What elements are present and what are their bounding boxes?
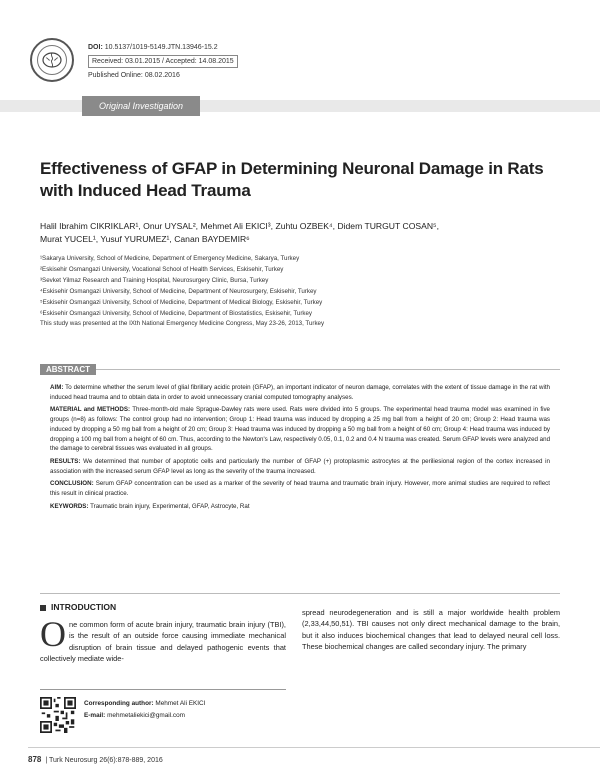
corresponding-email [84, 710, 205, 722]
author-name: Mehmet Ali EKICI [155, 700, 206, 707]
aim-text: To determine whether the serum level of glial fibrillary acidic protein (GFAP), an important indicator of neuron damage, correlates with the extent of tissue damage in the rat with induced head trauma and to obtain data in order to avoid unnecessary cranial computed tomography analyses. [50, 384, 550, 401]
affiliation: ³Sevket Yilmaz Research and Training Hospital, Neurosurgery Clinic, Bursa, Turkey [40, 277, 269, 284]
article-type-label: Original Investigation [82, 96, 200, 116]
body-column-right [302, 607, 560, 652]
author-label: Corresponding author: [84, 700, 154, 707]
affiliation: ⁶Eskisehir Osmangazi University, School of Medicine, Department of Biostatistics, Eskisehir, Turkey [40, 310, 313, 317]
abstract-body [40, 383, 560, 511]
abstract-box [40, 364, 560, 514]
published-online: Published Online: 08.02.2016 [88, 72, 180, 79]
results-label: RESULTS: [50, 457, 81, 465]
conclusion-label: CONCLUSION: [50, 480, 94, 488]
abstract-conclusion [50, 479, 550, 498]
article-title: Effectiveness of GFAP in Determining Neuronal Damage in Rats with Induced Head Trauma [40, 159, 544, 200]
footer-rule [28, 747, 600, 748]
correspondence [84, 698, 205, 722]
keywords-text: Traumatic brain injury, Experimental, GFAP, Astrocyte, Rat [90, 502, 250, 510]
journal-logo [30, 38, 74, 82]
affiliation: ⁴Eskisehir Osmangazi University, School of Medicine, Department of Neurosurgery, Eskisehir, Turkey [40, 288, 317, 295]
email-link[interactable]: mehmetaliekici@gmail.com [107, 712, 185, 719]
section-heading [40, 602, 116, 612]
article-type-banner [0, 96, 600, 116]
journal-citation: Turk Neurosurg 26(6):878-889, 2016 [49, 757, 163, 764]
article-meta [88, 42, 238, 81]
author-line: Murat YUCEL¹, Yusuf YURUMEZ¹, Canan BAYDEMIR⁶ [40, 234, 250, 244]
abstract-heading: ABSTRACT [40, 364, 96, 375]
page-footer: 878 | Turk Neurosurg 26(6):878-889, 2016 [28, 755, 163, 764]
affiliation: ⁵Eskisehir Osmangazi University, School of Medicine, Department of Medical Biology, Eskisehir, Turkey [40, 299, 323, 306]
abstract-results [50, 457, 550, 476]
page-number: 878 [28, 755, 42, 764]
abstract-aim [50, 383, 550, 402]
drop-cap: O [40, 614, 66, 654]
conclusion-text: Serum GFAP concentration can be used as a marker of the severity of head trauma and traumatic brain injury. However, more animal studies are required to reflect this result in clinical practice. [50, 480, 550, 498]
section-title: INTRODUCTION [51, 602, 117, 612]
affiliation-list [40, 253, 560, 319]
doi-line [88, 42, 238, 53]
author-list [40, 220, 560, 246]
abstract-rule [96, 369, 560, 370]
journal-logo-emblem [37, 45, 67, 75]
aim-label: AIM: [50, 384, 64, 391]
square-bullet-icon [40, 605, 46, 611]
dates-box: Received: 03.01.2015 / Accepted: 14.08.2015 [88, 55, 238, 68]
correspondence-rule [40, 689, 286, 690]
affiliation: ¹Sakarya University, School of Medicine, Department of Emergency Medicine, Sakarya, Turkey [40, 255, 300, 262]
abstract-methods [50, 405, 550, 454]
doi-label: DOI: [88, 44, 103, 51]
body-column-left [40, 614, 286, 664]
results-text: We determined that number of apoptotic cells and particularly the number of GFAP (+) protoplasmic astrocytes at the periliesional region of the cortex increased in association with the increased serum GFAP level as long as the severity of the trauma increased. [50, 457, 550, 475]
methods-text: Three-month-old male Sprague-Dawley rats were used. Rats were divided into 5 groups. The experimental head trauma model was examined in five groups (n=8) as follows: The control group had no intervention; Group 1: Head trauma was induced by dropping a 25 mg ball from a height of 20 cm; Group 2: Head trauma was induced by dropping a 50 mg ball from a height of 20 cm; Group 3: Head trauma was induced by dropping a 50 mg ball from a height of 60 cm; Group 4: Head trauma was induced by dropping a 100 mg ball from a height of 60 cm. Thus, according to the Newton's Law, respectively 0.05, 0.1, 0.2 and 0.4 N trauma was created. Serum GFAP levels were analyzed and the damage to cerebral tissues was evaluated in all groups. [50, 406, 551, 453]
author-line: Halil Ibrahim CIKRIKLAR¹, Onur UYSAL², Mehmet Ali EKICI³, Zuhtu OZBEK⁴, Didem TURGUT COSAN⁵, [40, 221, 440, 231]
doi-value[interactable]: 10.5137/1019-5149.JTN.13946-15.2 [104, 44, 218, 51]
methods-label: MATERIAL and METHODS: [50, 406, 131, 414]
keywords-label: KEYWORDS: [50, 502, 89, 510]
abstract-bottom-rule [40, 593, 560, 594]
abstract-keywords [50, 502, 550, 512]
intro-text-left: ne common form of acute brain injury, traumatic brain injury (TBI), is the result of an outside force causing immediate mechanical disruption of brain tissue and delayed pathogenic events that collectively mediate wide- [40, 620, 286, 663]
affiliation: ²Eskisehir Osmangazi University, Vocational School of Health Services, Eskisehir, Turkey [40, 266, 284, 273]
brain-icon [40, 48, 64, 72]
presentation-note: This study was presented at the IXth National Emergency Medicine Congress, May 23-26, 2013, Turkey [40, 320, 325, 327]
intro-text-right: spread neurodegeneration and is still a major worldwide health problem (2,33,44,50,51). TBI causes not only direct mechanical damage to the brain, but it also induces biochemical changes that lead to delayed neural cell loss. These biochemical changes are called secondary injury. The primary [302, 608, 560, 651]
qr-code-icon[interactable] [40, 697, 76, 733]
email-label: E-mail: [84, 712, 106, 719]
corresponding-author [84, 698, 205, 710]
